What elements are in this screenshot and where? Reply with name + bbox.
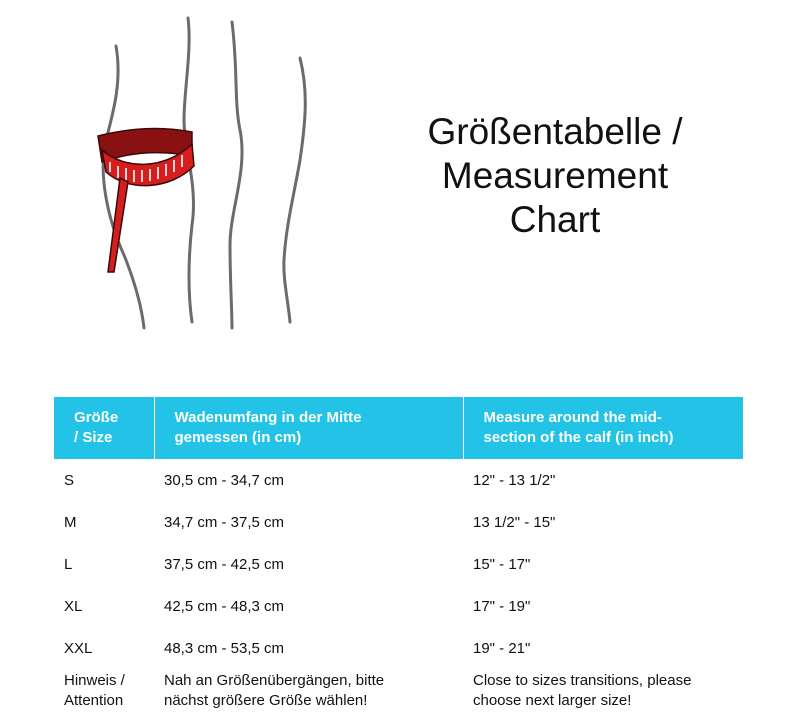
title-line-2: Measurement: [441, 155, 669, 196]
note-row: [54, 669, 743, 719]
page-title: [395, 110, 715, 242]
inch-cell: 12" - 13 1/2": [473, 471, 556, 489]
note-label: Hinweis / Attention: [64, 672, 125, 709]
title-line-3: Chart: [509, 199, 601, 240]
cm-cell: 42,5 cm - 48,3 cm: [164, 597, 285, 615]
table-row: [54, 459, 743, 501]
right-leg-outer-outline: [284, 58, 305, 322]
inch-cell: 13 1/2" - 15": [473, 513, 556, 531]
title-line-1: Größentabelle /: [427, 111, 683, 152]
cm-cell: 37,5 cm - 42,5 cm: [164, 555, 285, 573]
leg-calf-measuring-tape-icon: [80, 10, 340, 340]
cm-cell: 48,3 cm - 53,5 cm: [164, 639, 285, 657]
inch-cell: 19" - 21": [473, 639, 531, 657]
size-cell: S: [64, 471, 75, 489]
right-leg-inner-outline: [230, 22, 242, 328]
header-cm: Wadenumfang in der Mitte gemessen (in cm): [154, 397, 463, 459]
header-inch: Measure around the mid- section of the calf (in inch): [463, 397, 743, 459]
size-cell: M: [64, 513, 77, 531]
table-header-row: [54, 397, 743, 459]
size-table: [54, 397, 743, 719]
inch-cell: 17" - 19": [473, 597, 531, 615]
note-german: Nah an Größenübergängen, bitte nächst größere Größe wählen!: [164, 672, 385, 709]
table-row: [54, 585, 743, 627]
size-cell: XXL: [64, 639, 93, 657]
cm-cell: 30,5 cm - 34,7 cm: [164, 471, 285, 489]
header-size: Größe / Size: [54, 397, 154, 459]
inch-cell: 15" - 17": [473, 555, 531, 573]
table-row: [54, 543, 743, 585]
cm-cell: 34,7 cm - 37,5 cm: [164, 513, 285, 531]
size-cell: L: [64, 555, 73, 573]
size-cell: XL: [64, 597, 83, 615]
note-english: Close to sizes transitions, please choose next larger size!: [473, 672, 692, 709]
table-row: [54, 627, 743, 669]
table-row: [54, 501, 743, 543]
